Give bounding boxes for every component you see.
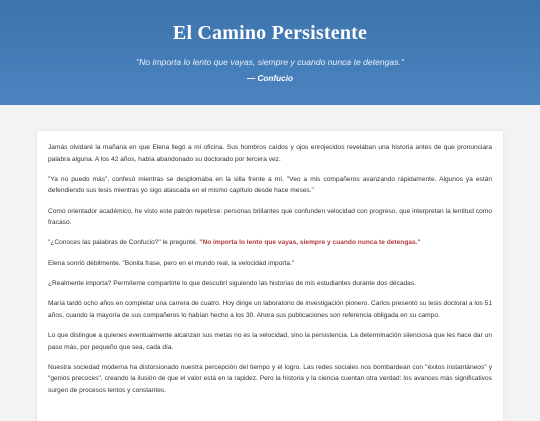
article-paragraph-2: "Ya no puedo más", confesó mientras se desplomaba en la silla frente a mí. "Veo a mis compañeros avanzando rápidamente. Algunos ya están defendiendo sus tesis mientras yo sigo atascada en el mismo capítulo desde hace meses." xyxy=(48,175,492,195)
article-paragraph-4 xyxy=(48,237,492,249)
article-paragraph-3: Como orientador académico, he visto este patrón repetirse: personas brillantes que confunden velocidad con progreso, que interpretan la lentitud como fracaso. xyxy=(48,207,492,227)
article-paragraph-6: ¿Realmente importa? Permíteme compartirte lo que descubrí siguiendo las historias de mis estudiantes durante dos décadas. xyxy=(48,279,416,287)
article-paragraph-9: Nuestra sociedad moderna ha distorsionado nuestra percepción del tiempo y el logro. Las redes sociales nos bombardean con "éxitos instantáneos" y "genios precoces", creando la ilusión de que el valor está en la rapidez. Pero la historia y la ciencia cuentan otra verdad: los avances más significativos surgen de procesos lentos y constantes. xyxy=(48,363,492,394)
page-title: El Camino Persistente xyxy=(172,22,368,44)
article-paragraph-7: María tardó ocho años en completar una carrera de cuatro. Hoy dirige un laboratorio de investigación pionero. Carlos presentó su tesis doctoral a los 51 años, cuando la mayoría de sus compañeros lo habían hecho a los 30. Ahora sus publicaciones son referencia obligada en su campo. xyxy=(48,300,492,319)
article-paragraph-1: Jamás olvidaré la mañana en que Elena llegó a mi oficina. Sus hombros caídos y ojos enrojecidos revelaban una historia antes de que pronunciara palabra alguna. A los 42 años, había abandonado su doctorado por tercera vez. xyxy=(48,144,492,163)
header-quote-author: — Confucio xyxy=(247,74,293,83)
dialogue-question: "¿Conoces las palabras de Confucio?" le pregunté. xyxy=(48,239,200,247)
article-card xyxy=(37,131,503,421)
header-quote: "No importa lo lento que vayas, siempre y cuando nunca te detengas." xyxy=(136,57,404,67)
highlighted-quote: "No importa lo lento que vayas, siempre y cuando nunca te detengas." xyxy=(199,239,421,247)
page-header xyxy=(0,0,540,105)
article-paragraph-8: Lo que distingue a quienes eventualmente alcanzan sus metas no es la velocidad, sino la persistencia. La determinación silenciosa que les hace dar un paso más, por pequeño que sea, cada día. xyxy=(48,332,492,351)
article-paragraph-5: Elena sonrió débilmente. "Bonita frase, pero en el mundo real, la velocidad importa." xyxy=(48,259,295,267)
